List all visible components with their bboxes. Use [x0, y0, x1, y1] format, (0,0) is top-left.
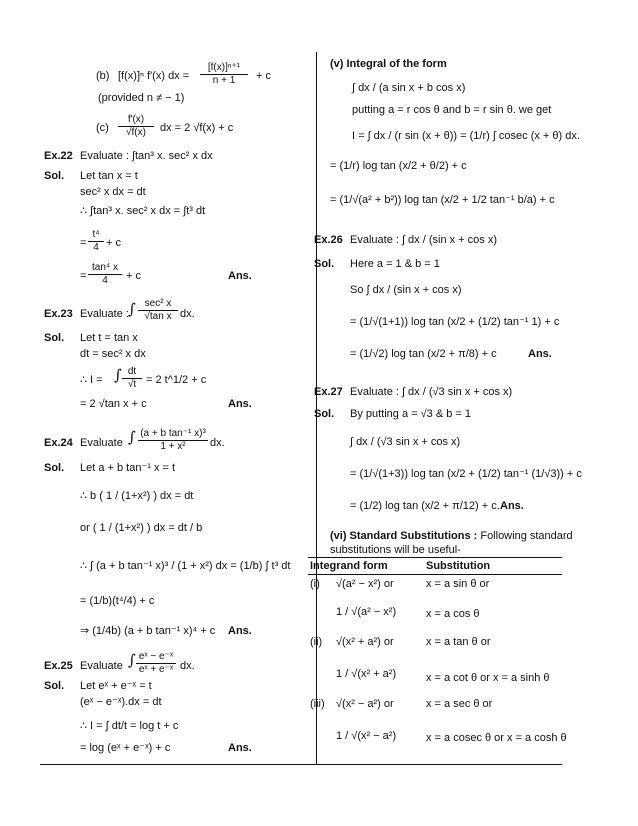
page-bottom-rule: [40, 764, 562, 765]
frac-num: sec² x: [144, 298, 172, 309]
frac-den: eˣ + e⁻ˣ: [136, 663, 176, 676]
item-b-prefix: (b): [96, 70, 110, 82]
ex26-ans: Ans.: [528, 348, 552, 360]
ex27-ans: Ans.: [500, 500, 524, 512]
ex24-ans: Ans.: [228, 625, 252, 637]
ex22-label: Ex.22: [44, 150, 73, 162]
v-step4: = (1/√(a² + b²)) log tan (x/2 + 1/2 tan⁻¹ b/a) + c: [330, 194, 555, 206]
table-row-label: (iii): [310, 698, 325, 710]
integral-sign: ∫: [128, 651, 136, 669]
ex24-step6: ⇒ (1/4b) (a + b tan⁻¹ x)⁴ + c: [80, 625, 216, 637]
ex22-sol-label: Sol.: [44, 170, 65, 182]
table-header-rule: [308, 574, 562, 575]
frac-den: √tan x: [138, 310, 178, 323]
table-row-sub: x = a cosec θ or x = a cosh θ: [426, 732, 567, 744]
v-integral: ∫ dx / (a sin x + b cos x): [352, 82, 466, 94]
ex24-step4: ∴ ∫ (a + b tan⁻¹ x)³ / (1 + x²) dx = (1/b) ∫ t³ dt: [80, 560, 291, 572]
table-row-form: 1 / √(x² − a²): [336, 730, 397, 742]
v-step3: = (1/r) log tan (x/2 + θ/2) + c: [330, 160, 467, 172]
ex27-step1: By putting a = √3 & b = 1: [350, 408, 472, 420]
ex22-step5-frac: [88, 262, 122, 287]
frac-num: (a + b tan⁻¹ x)³: [140, 428, 206, 439]
integral-sign: ∫: [128, 428, 136, 446]
ex23-question: Evaluate :: [80, 308, 129, 320]
frac-num: f′(x): [127, 114, 145, 125]
frac-num: t⁴: [92, 229, 100, 240]
ex22-step4-tail: + c: [106, 237, 121, 249]
table-header-sub: Substitution: [426, 560, 491, 572]
ex26-step1: Here a = 1 & b = 1: [350, 258, 440, 270]
ex25-sol-label: Sol.: [44, 680, 65, 692]
ex23-step4: = 2 √tan x + c: [80, 398, 147, 410]
ex26-question: Evaluate : ∫ dx / (sin x + cos x): [350, 234, 497, 246]
item-b-integrand: [f(x)]ⁿ f′(x) dx =: [118, 70, 190, 82]
ex26-step2: So ∫ dx / (sin x + cos x): [350, 284, 462, 296]
frac-den: 1 + x²: [138, 440, 208, 453]
ex24-tail: dx.: [210, 437, 225, 449]
frac-num: dt: [127, 366, 137, 377]
table-row-form: √(x² + a²) or: [336, 636, 394, 648]
ex22-step4-eq: =: [80, 237, 87, 249]
frac-num: tan⁴ x: [92, 262, 118, 273]
integral-sign: ∫: [128, 300, 136, 318]
integral-sign: ∫: [114, 366, 122, 384]
ex22-step3: ∴ ∫tan³ x. sec² x dx = ∫t³ dt: [80, 205, 206, 217]
ex24-label: Ex.24: [44, 437, 73, 449]
item-c-tail: dx = 2 √f(x) + c: [160, 122, 234, 134]
item-b-tail: + c: [256, 70, 271, 82]
ex26-sol-label: Sol.: [314, 258, 335, 270]
ex25-label: Ex.25: [44, 660, 73, 672]
ex24-step5: = (1/b)(t⁴/4) + c: [80, 595, 155, 607]
table-row-form: √(x² − a²) or: [336, 698, 394, 710]
frac-den: 4: [88, 241, 104, 254]
vi-text1: Following standard: [480, 530, 573, 542]
frac-den: √t: [122, 378, 142, 391]
table-row-form: √(a² − x²) or: [336, 578, 394, 590]
ex24-step2: ∴ b ( 1 / (1+x²) ) dx = dt: [80, 490, 194, 502]
ex23-label: Ex.23: [44, 308, 73, 320]
ex24-frac: [138, 428, 208, 453]
ex24-question: Evaluate: [80, 437, 123, 449]
table-row-sub: x = a cos θ: [426, 608, 480, 620]
item-b-note: (provided n ≠ − 1): [98, 92, 185, 104]
item-b-fraction: [200, 62, 248, 87]
ex25-step1: Let eˣ + e⁻ˣ = t: [80, 680, 152, 692]
ex25-step4: = log (eˣ + e⁻ˣ) + c: [80, 742, 171, 754]
v-step2: I = ∫ dx / (r sin (x + θ)) = (1/r) ∫ cosec (x + θ) dx.: [352, 130, 580, 142]
frac-den: 4: [88, 274, 122, 287]
ex24-step1: Let a + b tan⁻¹ x = t: [80, 462, 176, 474]
ex23-sol-label: Sol.: [44, 332, 65, 344]
item-c-prefix: (c): [96, 122, 109, 134]
ex23-step1: Let t = tan x: [80, 332, 138, 344]
frac-den: √f(x): [118, 126, 154, 139]
ex25-question: Evaluate: [80, 660, 123, 672]
v-step1: putting a = r cos θ and b = r sin θ. we get: [352, 104, 552, 116]
ex26-label: Ex.26: [314, 234, 343, 246]
ex23-step3-frac: [122, 366, 142, 391]
table-header-form: Integrand form: [310, 560, 388, 572]
ex23-step2: dt = sec² x dx: [80, 348, 146, 360]
ex23-step3-pre: ∴ I =: [80, 374, 103, 386]
ex26-step3: = (1/√(1+1)) log tan (x/2 + (1/2) tan⁻¹ 1) + c: [350, 316, 560, 328]
frac-num: [f(x)]ⁿ⁺¹: [207, 62, 241, 73]
table-row-sub: x = a cot θ or x = a sinh θ: [426, 672, 550, 684]
ex25-step3: ∴ I = ∫ dt/t = log t + c: [80, 720, 179, 732]
ex23-ans: Ans.: [228, 398, 252, 410]
ex23-frac: [138, 298, 178, 323]
table-row-label: (i): [310, 578, 320, 590]
ex27-step2: ∫ dx / (√3 sin x + cos x): [350, 436, 461, 448]
ex25-ans: Ans.: [228, 742, 252, 754]
ex24-sol-label: Sol.: [44, 462, 65, 474]
ex27-step3: = (1/√(1+3)) log tan (x/2 + (1/2) tan⁻¹ (1/√3)) + c: [350, 468, 582, 480]
ex27-label: Ex.27: [314, 386, 343, 398]
vi-heading: (vi) Standard Substitutions :: [330, 530, 478, 542]
table-row-label: (ii): [310, 636, 323, 648]
table-row-form: 1 / √(x² + a²): [336, 668, 397, 680]
ex27-question: Evaluate : ∫ dx / (√3 sin x + cos x): [350, 386, 513, 398]
vi-text2: substitutions will be useful-: [330, 544, 461, 556]
v-heading: (v) Integral of the form: [330, 58, 447, 70]
table-top-rule: [308, 557, 562, 558]
ex22-step5-tail: + c: [126, 270, 141, 282]
vi-heading-line: [330, 530, 573, 543]
ex22-step4-frac: [88, 229, 104, 254]
ex24-step3: or ( 1 / (1+x²) ) dx = dt / b: [80, 522, 203, 534]
ex22-ans: Ans.: [228, 270, 252, 282]
frac-den: n + 1: [200, 74, 248, 87]
table-row-sub: x = a tan θ or: [426, 636, 491, 648]
ex22-question: Evaluate : ∫tan³ x. sec² x dx: [80, 150, 213, 162]
ex22-step2: sec² x dx = dt: [80, 186, 146, 198]
ex27-step4: = (1/2) log tan (x/2 + π/12) + c.: [350, 500, 500, 512]
ex22-step5-eq: =: [80, 270, 87, 282]
ex23-tail: dx.: [180, 308, 195, 320]
ex22-step1: Let tan x = t: [80, 170, 138, 182]
frac-num: eˣ − e⁻ˣ: [138, 651, 174, 662]
table-row-sub: x = a sin θ or: [426, 578, 490, 590]
ex27-sol-label: Sol.: [314, 408, 335, 420]
table-row-form: 1 / √(a² − x²): [336, 606, 397, 618]
ex26-step4: = (1/√2) log tan (x/2 + π/8) + c: [350, 348, 497, 360]
item-c-fraction: [118, 114, 154, 139]
ex25-frac: [136, 651, 176, 676]
ex25-tail: dx.: [180, 660, 195, 672]
ex23-step3-post: = 2 t^1/2 + c: [146, 374, 207, 386]
ex25-step2: (eˣ − e⁻ˣ).dx = dt: [80, 696, 162, 708]
table-row-sub: x = a sec θ or: [426, 698, 493, 710]
